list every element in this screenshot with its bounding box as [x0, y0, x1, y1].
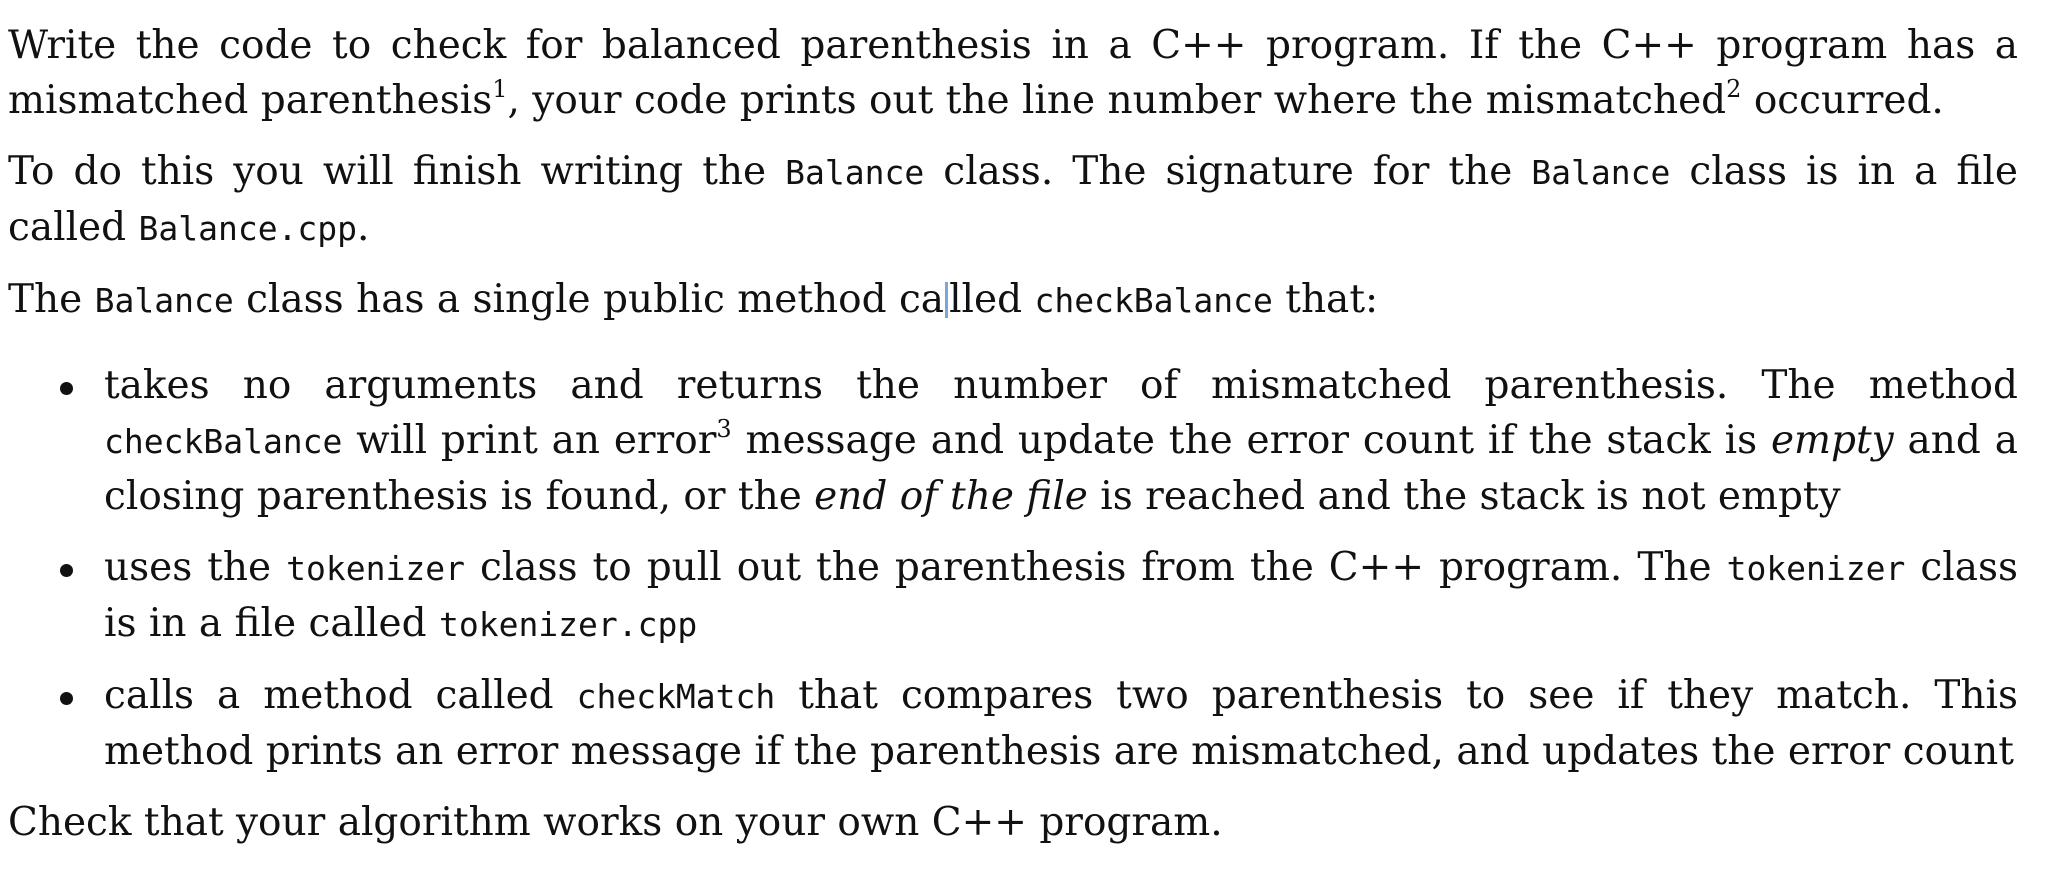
code-tokenizer: tokenizer	[1726, 549, 1906, 588]
code-balance: Balance	[1531, 153, 1671, 192]
footnote-2-ref: 2	[1726, 75, 1742, 103]
list-item	[8, 540, 2018, 652]
list-item-text: is reached and the stack is not empty	[1087, 474, 1841, 519]
list-item-text: class to pull out the parenthesis from the C++ program. The	[464, 545, 1727, 590]
code-checkbalance: checkBalance	[1034, 281, 1273, 320]
code-balance: Balance	[785, 153, 925, 192]
emphasis-end-of-file: end of the file	[814, 474, 1088, 519]
list-item-text: uses the	[104, 545, 287, 590]
list-item-text: calls a method called	[104, 673, 577, 718]
balance-class-paragraph	[8, 144, 2018, 256]
code-tokenizer-cpp: tokenizer.cpp	[438, 605, 698, 644]
intro-text: , your code prints out the line number where the mismatched	[507, 78, 1727, 123]
paragraph-text: class has a single public method ca	[233, 277, 945, 322]
list-item	[8, 668, 2018, 779]
intro-text: occurred.	[1741, 78, 1944, 123]
paragraph-text: that:	[1272, 277, 1379, 322]
code-balance: Balance	[94, 281, 234, 320]
list-item-text: will print an error	[342, 418, 717, 463]
closing-paragraph	[8, 795, 2018, 850]
bullet-icon	[60, 692, 73, 705]
code-checkmatch: checkMatch	[576, 677, 776, 716]
code-checkbalance: checkBalance	[104, 422, 343, 461]
list-item-text: that compares two parenthesis to see if they match. This method prints an error message if the parenthesis are mismatched, and updates the error count	[104, 673, 2018, 774]
intro-text: Write the code to check for balanced parenthesis in a C++ program. If the C++ program has a mismatched parenthesis	[8, 23, 2018, 123]
paragraph-text: The	[8, 277, 95, 322]
paragraph-text: To do this you will finish writing the	[8, 149, 786, 194]
paragraph-text: Check that your algorithm works on your own C++ program.	[8, 800, 1223, 845]
intro-paragraph	[8, 18, 2018, 128]
code-tokenizer: tokenizer	[286, 549, 465, 588]
list-item-text: and a closing parenthesis is found, or the	[104, 418, 2018, 519]
emphasis-empty: empty	[1770, 418, 1894, 463]
bullet-icon	[60, 564, 73, 577]
footnote-3-ref: 3	[716, 415, 732, 443]
list-item-text: class is in a file called	[104, 545, 2018, 646]
document-page	[8, 18, 2018, 866]
bullet-icon	[60, 382, 73, 395]
paragraph-text: .	[357, 205, 370, 250]
list-item-text: takes no arguments and returns the number of mismatched parenthesis. The method	[104, 363, 2018, 408]
code-balance-cpp: Balance.cpp	[138, 209, 358, 248]
paragraph-text: lled	[949, 277, 1035, 322]
paragraph-text: class is in a file called	[8, 149, 2018, 250]
text-cursor	[945, 282, 948, 318]
method-paragraph	[8, 272, 2018, 328]
list-item-text: message and update the error count if the stack is	[731, 418, 1771, 463]
list-item	[8, 358, 2018, 524]
footnote-1-ref: 1	[492, 75, 508, 103]
paragraph-text: class. The signature for the	[924, 149, 1532, 194]
requirements-list	[8, 358, 2018, 779]
